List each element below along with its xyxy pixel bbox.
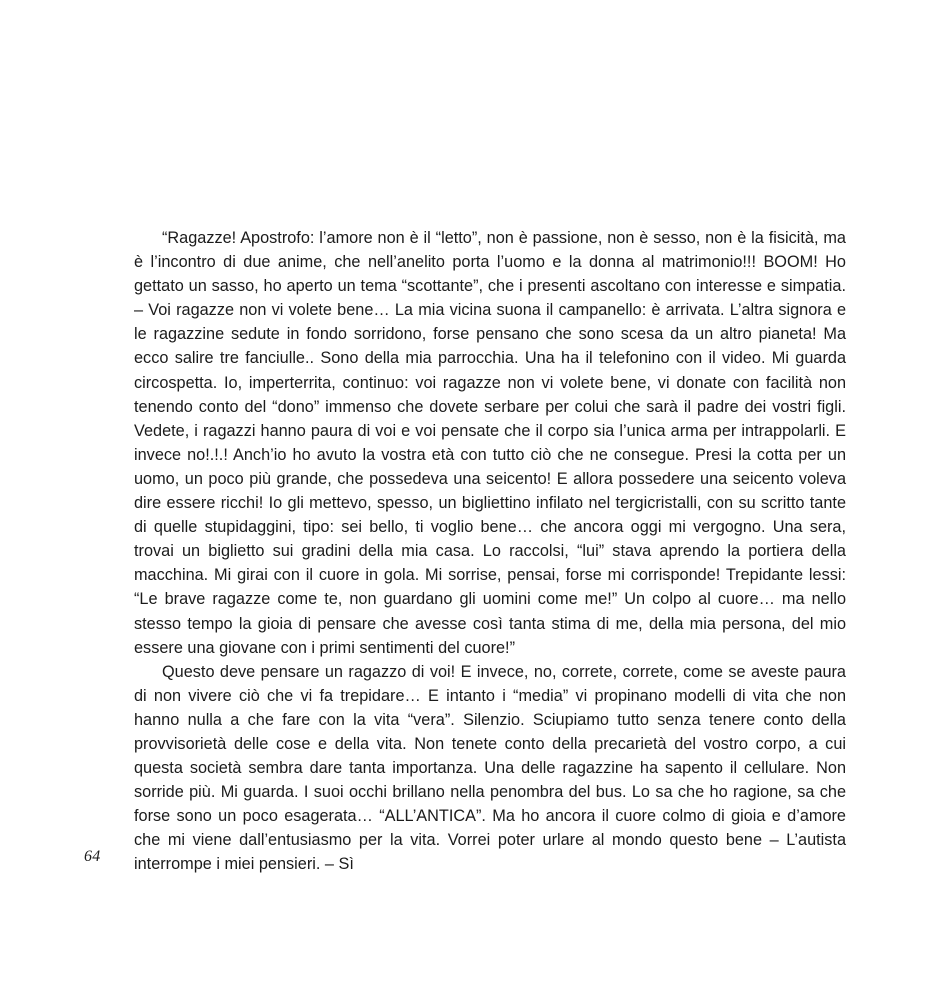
body-text-column <box>134 226 846 877</box>
body-paragraph-2: Questo deve pensare un ragazzo di voi! E invece, no, correte, correte, come se aveste paura di non vivere ciò che vi fa trepidare… E intanto i “media” vi propinano modelli di vita che non hanno nulla a che fare con la vita “vera”. Silenzio. Sciupiamo tutto senza tenere conto della provvisorietà delle cose e della vita. Non tenete conto della precarietà del vostro corpo, a cui questa società sembra dare tanta importanza. Una delle ragazzine ha sapento il cellulare. Non sorride più. Mi guarda. I suoi occhi brillano nella penombra del bus. Lo sa che ho ragione, sa che forse sono un poco esagerata… “ALL’ANTICA”. Ma ho ancora il cuore colmo di gioia e d’amore che mi viene dall’entusiasmo per la vita. Vorrei poter urlare al mondo questo bene – L’autista interrompe i miei pensieri. – Sì <box>134 662 846 874</box>
page-number: 64 <box>84 848 101 865</box>
body-paragraph-1: “Ragazze! Apostrofo: l’amore non è il “letto”, non è passione, non è sesso, non è la fisicità, ma è l’incontro di due anime, che nell’anelito porta l’uomo e la donna al matrimonio!!! BOOM! Ho gettato un sasso, ho aperto un tema “scottante”, che i presenti ascoltano con interesse e simpatia. – Voi ragazze non vi volete bene… La mia vicina suona il campanello: è arrivata. L’altra signora e le ragazzine sedute in fondo sorridono, forse pensano che sono scesa da un altro pianeta! Ma ecco salire tre fanciulle.. Sono della mia parrocchia. Una ha il telefonino con il video. Mi guarda circospetta. Io, imperterrita, continuo: voi ragazze non vi volete bene, vi donate con facilità non tenendo conto del “dono” immenso che dovete serbare per colui che sarà il padre dei vostri figli. Vedete, i ragazzi hanno paura di voi e voi pensate che il corpo sia l’unica arma per intrappolarli. E invece no!.!.! Anch’io ho avuto la vostra età con tutto ciò che ne consegue. Presi la cotta per un uomo, un poco più grande, che possedeva una seicento! E allora possedere una seicento voleva dire essere ricchi! Io gli mettevo, spesso, un bigliettino infilato nel tergicristalli, con su scritto tante di quelle stupidaggini, tipo: sei bello, ti voglio bene… che ancora oggi mi vergogno. Una sera, trovai un biglietto sui gradini della mia casa. Lo raccolsi, “lui” stava aprendo la portiera della macchina. Mi girai con il cuore in gola. Mi sorrise, pensai, forse mi corrisponde! Trepidante lessi: “Le brave ragazze come te, non guardano gli uomini come me!” Un colpo al cuore… ma nello stesso tempo la gioia di pensare che avesse così tanta stima di me, della mia persona, del mio essere una giovane con i primi sentimenti del cuore!” <box>134 229 846 657</box>
